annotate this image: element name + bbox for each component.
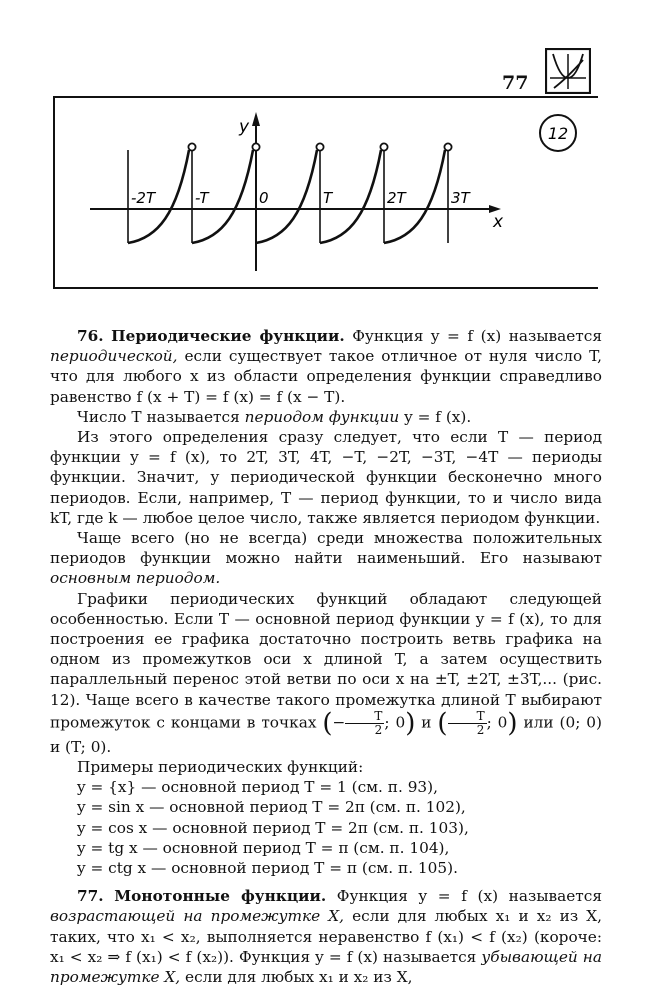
graph-logo-icon xyxy=(545,48,591,94)
section-76-para-1: 76. Периодические функции. Функция y = f (x) называется периодической, если существует такое отличное от нуля число T, что для любого x из области определения функции справедливо равенство f (x + T) = f (x) = f (x − T). xyxy=(50,327,602,406)
x-axis-label: x xyxy=(493,212,504,232)
example-item: y = ctg x — основной период T = π (см. п. 105). xyxy=(77,859,458,878)
open-point xyxy=(252,143,259,150)
section-76-number: 76. xyxy=(77,327,104,345)
tick-label: T xyxy=(323,189,333,207)
example-item: y = sin x — основной период T = 2π (см. п. 102), xyxy=(77,798,466,817)
tick-label: -T xyxy=(195,189,209,207)
example-item: y = tg x — основной период T = π (см. п. 104), xyxy=(77,838,450,857)
open-point xyxy=(444,143,451,150)
section-76-title: Периодические функции. xyxy=(111,327,345,345)
tick-label: 0 xyxy=(259,189,269,207)
tick-label: 2T xyxy=(387,189,406,207)
section-77-title: Монотонные функции. xyxy=(114,887,327,906)
section-77-para-1: 77. Монотонные функции. Функция y = f (x) называется возрастающей на промежутке X, если для любых x₁ и x₂ из X, таких, что x₁ < x₂, выполняется неравенство f (x₁) < f (x₂) (короче: x₁ < x₂ ⇒ f (x₁) < f (x₂)). Функция y = f (x) называется убывающей на промежутке X, если для любых x₁ и x₂ из X, xyxy=(50,887,602,987)
y-axis-label: y xyxy=(239,117,250,137)
tick-label: -2T xyxy=(131,189,156,207)
section-76-para-2: Число T называется периодом функции y = f (x). xyxy=(77,407,472,426)
section-76-para-6: Примеры периодических функций: xyxy=(77,758,364,777)
example-item: y = cos x — основной период T = 2π (см. п. 103), xyxy=(77,818,469,837)
section-76-para-3: Из этого определения сразу следует, что если T — период функции y = f (x), то 2T, 3T, 4T, −T, −2T, −3T, −4T — периоды функции. Значит, у периодической функции бесконечно много периодов. Если, например, T — период функции, то и число вида kT, где k — любое целое число, также является периодом функции. xyxy=(50,428,602,527)
periodic-function-graph xyxy=(53,96,598,289)
example-item: y = {x} — основной период T = 1 (см. п. 93), xyxy=(77,778,438,797)
open-point xyxy=(380,143,387,150)
tick-label: 3T xyxy=(451,189,470,207)
body-text xyxy=(50,326,602,987)
y-axis-arrow-icon xyxy=(252,112,260,126)
section-76-para-4: Чаще всего (но не всегда) среди множества положительных периодов функции можно найти наименьший. Его называют основным периодом. xyxy=(50,529,602,588)
open-point xyxy=(316,143,323,150)
section-76-para-5: Графики периодических функций обладают следующей особенностью. Если T — основной период функции y = f (x), то для построения ее графика достаточно построить ветвь графика на одном из промежутков оси x длиной T, а затем осуществить параллельный перенос этой ветви по оси x на ±T, ±2T, ±3T,... (рис. 12). Чаще всего в качестве такого промежутка длиной T выбирают промежуток с концами в точках (− $\frac{T}{2}$ ; 0) и ( $\frac{T}{2}$ ; 0) или (0; 0) и (T; 0). xyxy=(50,589,602,756)
figure-number: 12 xyxy=(547,124,569,143)
page-number: 77 xyxy=(502,72,529,94)
section-77-number: 77. xyxy=(77,887,104,906)
open-point xyxy=(188,143,195,150)
